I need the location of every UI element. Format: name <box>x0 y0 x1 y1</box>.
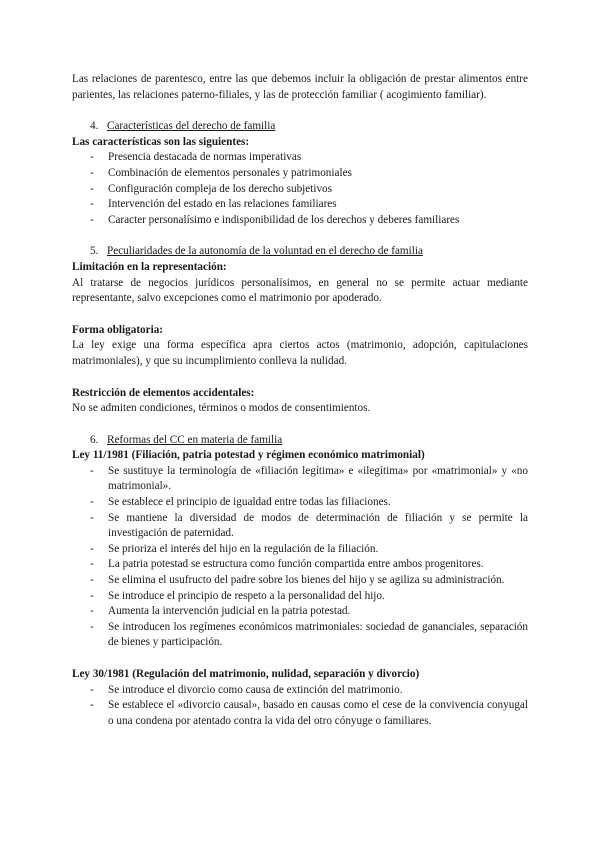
characteristics-list <box>72 150 528 228</box>
law-30-1981-list <box>72 683 528 730</box>
section-4-heading <box>90 119 528 135</box>
list-item: - Se establece el principio de igualdad entre todas las filiaciones. <box>90 496 391 509</box>
section-number: 4. <box>90 120 99 133</box>
list-item: - Se sustituye la terminología de «filiación legítima» e «ilegítima» por «matrimonial» y «no matrimonial». <box>90 464 528 493</box>
block-heading: Forma obligatoria: <box>72 323 164 336</box>
list-item: - Se prioriza el interés del hijo en la regulación de la filiación. <box>90 542 379 555</box>
section-6-heading <box>90 433 528 449</box>
law-11-1981-list <box>72 464 528 651</box>
list-item: - Aumenta la intervención judicial en la patria potestad. <box>90 605 351 618</box>
block-text: La ley exige una forma específica apra ciertos actos (matrimonio, adopción, capitulaciones matrimoniales), y que su incumplimiento conlleva la nulidad. <box>72 339 528 367</box>
section-number: 5. <box>90 245 99 258</box>
list-item: - Se introduce el divorcio como causa de extinción del matrimonio. <box>90 683 403 696</box>
intro-paragraph: Las relaciones de parentesco, entre las que debemos incluir la obligación de prestar alimentos entre parientes, las relaciones paterno-filiales, y las de protección familiar ( acogimiento familiar). <box>72 73 528 101</box>
section-4-lead: Las características son las siguientes: <box>72 135 250 148</box>
list-item: - Se elimina el usufructo del padre sobre los bienes del hijo y se agiliza su administración. <box>90 574 505 587</box>
section-title: Peculiaridades de la autonomía de la voluntad en el derecho de familia <box>107 245 423 258</box>
list-item: - Se establece el «divorcio causal», basado en causas como el cese de la convivencia conyugal o una condena por atentado contra la vida del otro cónyuge o familiares. <box>90 699 528 727</box>
block-heading: Restricción de elementos accidentales: <box>72 386 255 399</box>
law-heading: Ley 30/1981 (Regulación del matrimonio, nulidad, separación y divorcio) <box>72 668 420 680</box>
block-text: No se admiten condiciones, términos o modos de consentimientos. <box>72 402 371 415</box>
list-item: - Presencia destacada de normas imperativas <box>90 151 302 164</box>
document-body <box>72 72 528 729</box>
section-title: Reformas del CC en materia de familia <box>107 433 283 446</box>
list-item: - Combinación de elementos personales y patrimoniales <box>90 166 352 179</box>
law-heading: Ley 11/1981 (Filiación, patria potestad y régimen económico matrimonial) <box>72 449 425 462</box>
list-item: - Se introduce el principio de respeto a la personalidad del hijo. <box>90 589 385 602</box>
block-text: Al tratarse de negocios jurídicos personalísimos, en general no se permite actuar mediante representante, salvo excepciones como el matrimonio por apoderado. <box>72 276 528 305</box>
section-number: 6. <box>90 433 99 446</box>
list-item: - Caracter personalísimo e indisponibilidad de los derechos y deberes familiares <box>90 213 460 226</box>
section-title: Características del derecho de familia <box>107 120 276 133</box>
block-heading: Limitación en la representación: <box>72 260 227 273</box>
list-item: - La patria potestad se estructura como función compartida entre ambos progenitores. <box>90 558 484 571</box>
list-item: - Configuración compleja de los derecho subjetivos <box>90 182 333 195</box>
list-item: - Se mantiene la diversidad de modos de determinación de filiación y se permite la investigación de paternidad. <box>90 511 528 540</box>
list-item: - Intervención del estado en las relaciones familiares <box>90 198 337 211</box>
list-item: - Se introducen los regímenes económicos matrimoniales: sociedad de gananciales, separación de bienes y participación. <box>90 620 528 649</box>
section-5-heading <box>90 244 528 260</box>
